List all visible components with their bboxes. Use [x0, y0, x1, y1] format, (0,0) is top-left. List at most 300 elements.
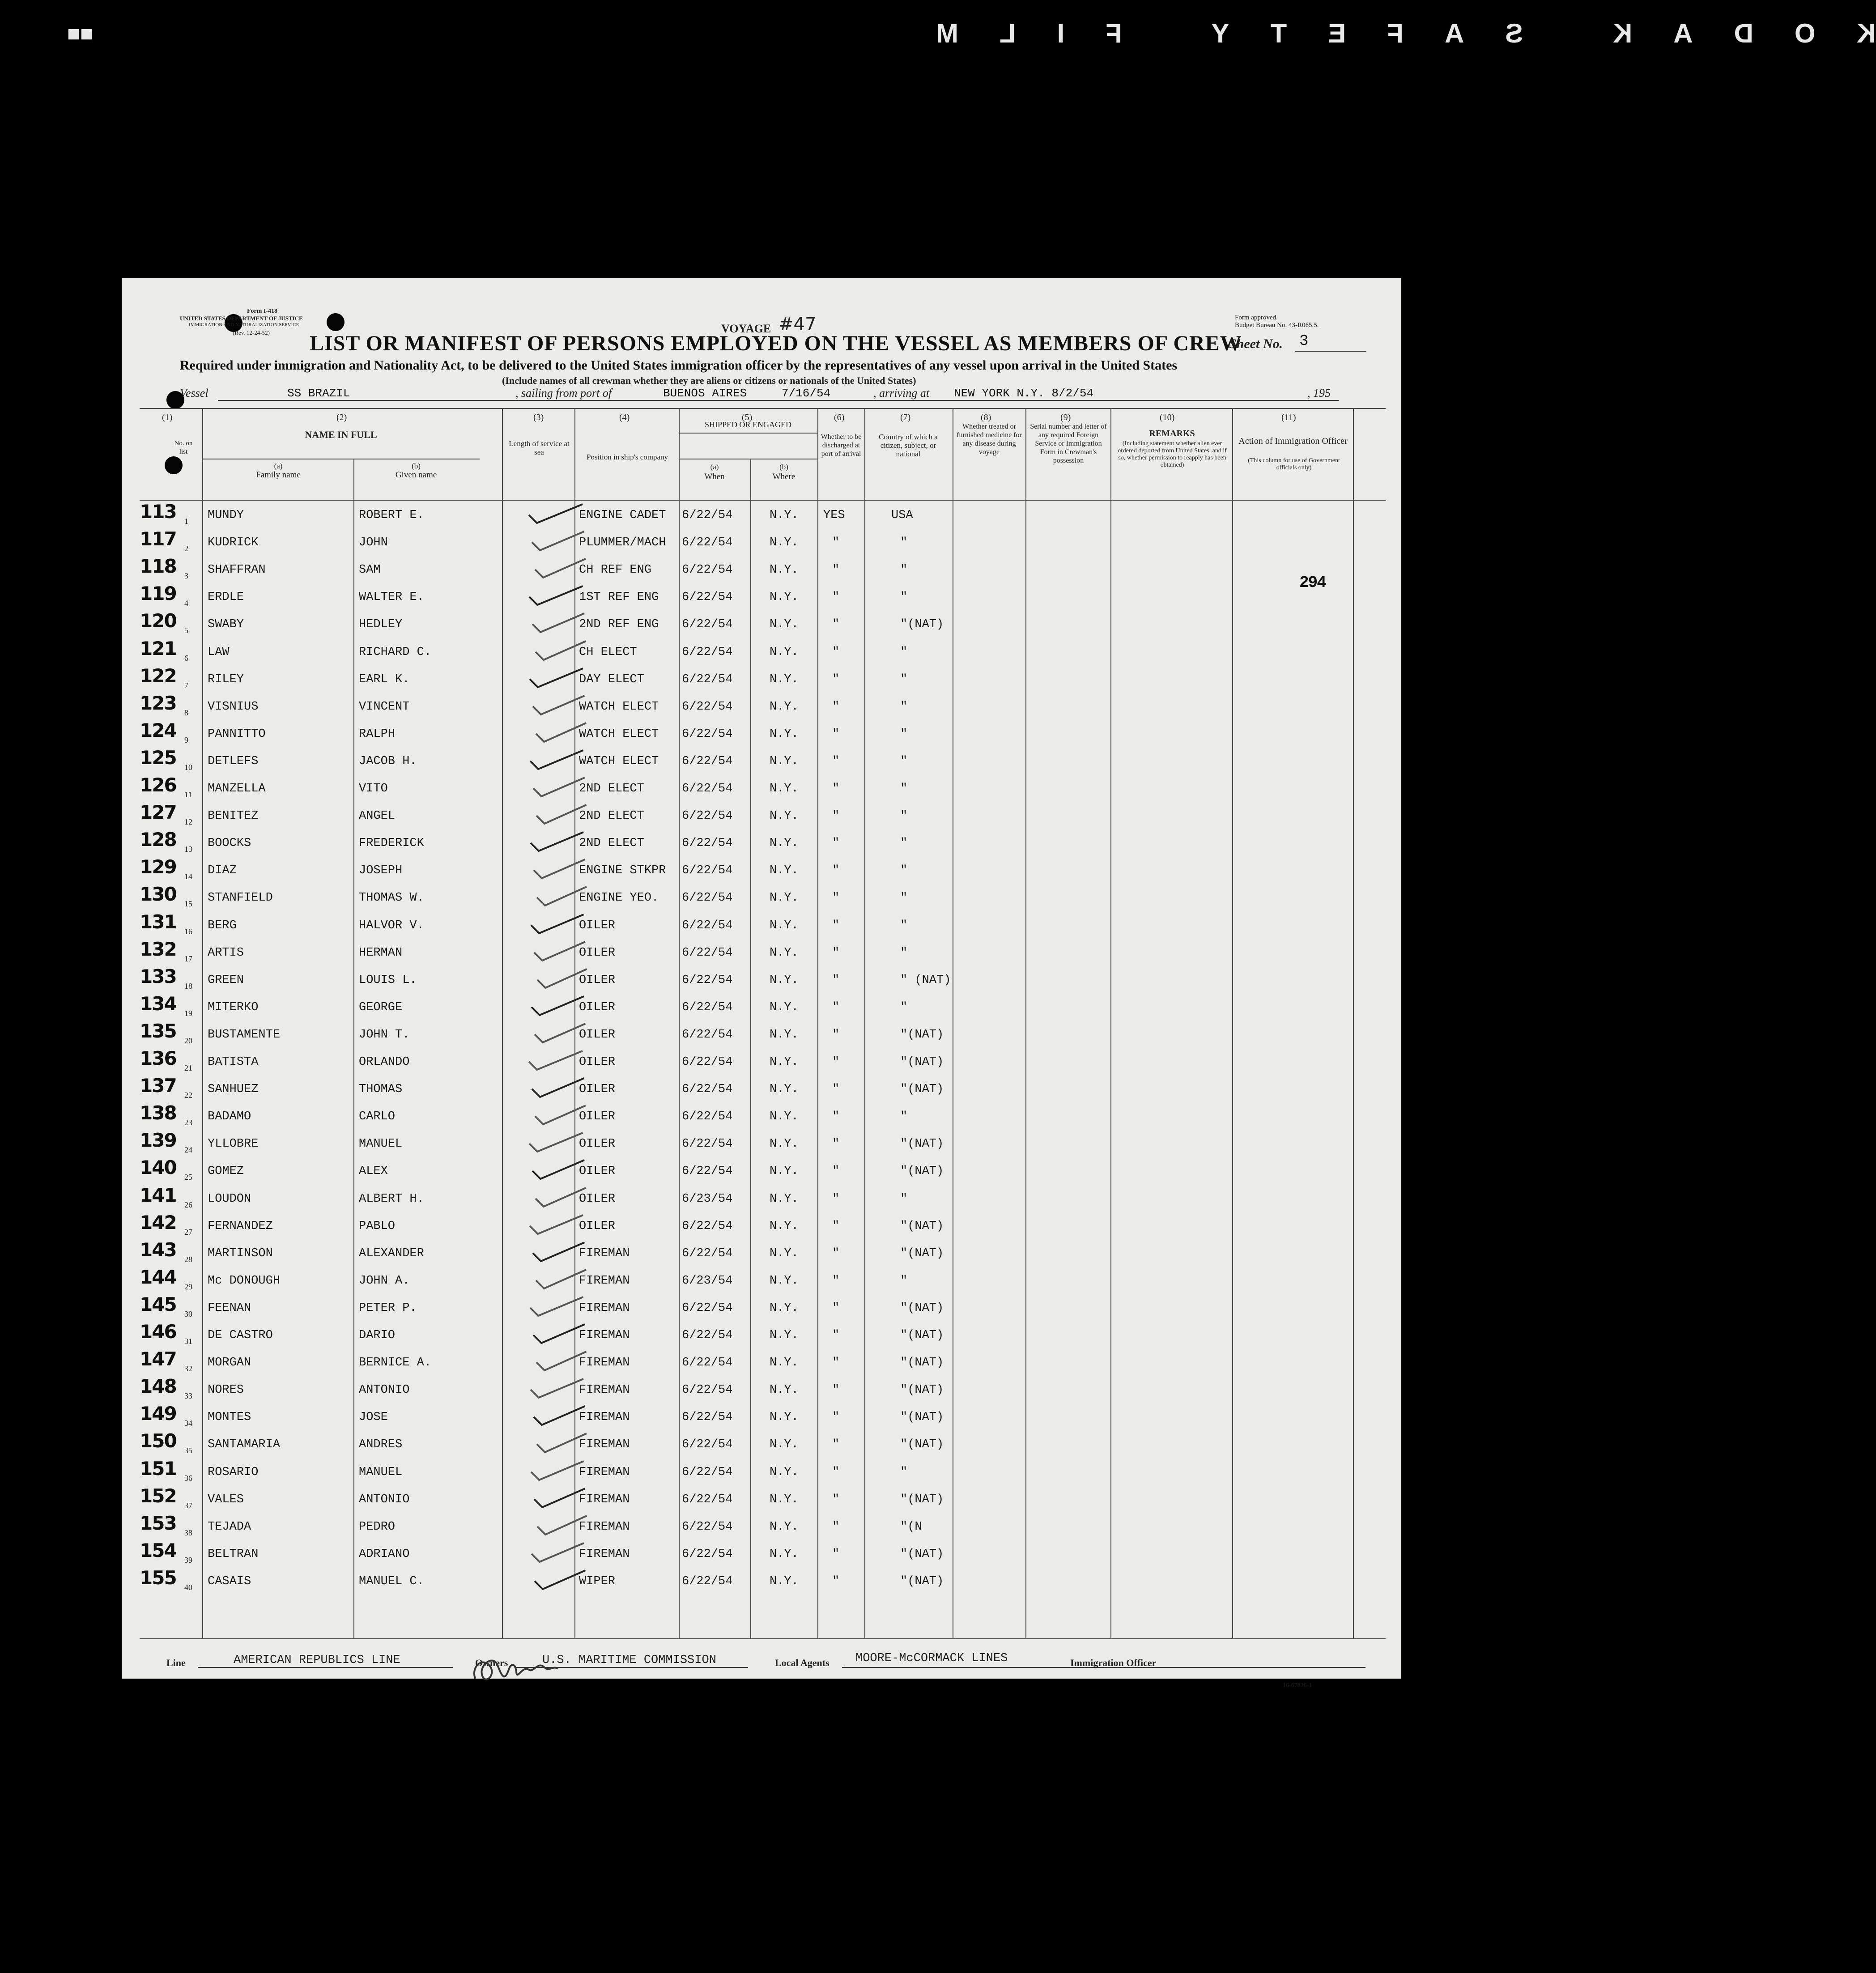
given-name: ADRIANO — [359, 1547, 410, 1561]
arriving-label: , arriving at — [873, 387, 929, 400]
given-name: MANUEL — [359, 1137, 403, 1151]
engaged-place: N.Y. — [770, 509, 799, 522]
given-name: MANUEL C. — [359, 1574, 424, 1588]
line-number: 36 — [184, 1473, 192, 1483]
country: " — [900, 1274, 908, 1288]
line-number: 4 — [184, 599, 188, 608]
line-number: 18 — [184, 981, 192, 991]
col-7-number: (7) — [900, 412, 911, 422]
country: "(NAT) — [900, 1219, 944, 1233]
discharged: " — [832, 1000, 840, 1014]
engaged-date: 6/22/54 — [682, 837, 733, 850]
discharged: " — [832, 918, 840, 932]
engaged-place: N.Y. — [770, 1000, 799, 1014]
position: WIPER — [579, 1574, 616, 1588]
line-number: 23 — [184, 1118, 192, 1127]
engaged-date: 6/22/54 — [682, 1083, 733, 1097]
engaged-place: N.Y. — [770, 700, 799, 714]
checkmark-icon — [515, 693, 605, 719]
given-name: HERMAN — [359, 946, 403, 960]
crew-row — [122, 855, 1401, 882]
line-number: 12 — [184, 817, 192, 827]
footer-line-underline — [198, 1667, 453, 1668]
handwritten-number: 150 — [140, 1430, 176, 1452]
checkmark-icon — [515, 884, 605, 910]
engaged-date: 6/22/54 — [682, 809, 733, 823]
position: FIREMAN — [579, 1274, 630, 1288]
arrival-port-date: NEW YORK N.Y. 8/2/54 — [954, 387, 1094, 400]
engaged-date: 6/22/54 — [682, 1137, 733, 1151]
discharged: " — [832, 1356, 840, 1370]
given-name: JACOB H. — [359, 754, 417, 768]
sheet-number: 3 — [1299, 333, 1309, 350]
discharged: " — [832, 1192, 840, 1206]
position: FIREMAN — [579, 1438, 630, 1452]
col-length-of-service: Length of service at sea — [509, 439, 570, 456]
family-name: SWABY — [208, 618, 244, 632]
position: CH ELECT — [579, 645, 637, 659]
line-number: 22 — [184, 1091, 192, 1100]
checkmark-icon — [515, 529, 605, 555]
subtitle: Required under immigration and Nationality Act, to be delivered to the United States immigration officer by the representatives of any vessel upon arrival in the United States — [180, 358, 1178, 373]
col-serial: Serial number and letter of any required Foreign Service or Immigration Form in Crewman's possession — [1030, 423, 1107, 464]
crew-row — [122, 965, 1401, 992]
checkmark-icon — [515, 1157, 605, 1183]
line-number: 10 — [184, 762, 192, 772]
position: FIREMAN — [579, 1465, 630, 1479]
handwritten-number: 130 — [140, 883, 176, 906]
engaged-date: 6/22/54 — [682, 509, 733, 522]
position: OILER — [579, 1028, 616, 1042]
country: " — [900, 563, 908, 577]
country: " — [900, 782, 908, 795]
checkmark-icon — [515, 939, 605, 965]
manifest-title: LIST OR MANIFEST OF PERSONS EMPLOYED ON THE VESSEL AS MEMBERS OF CREW — [310, 332, 1242, 355]
engaged-date: 6/22/54 — [682, 1055, 733, 1069]
family-name: CASAIS — [208, 1574, 251, 1588]
country: "(NAT) — [900, 1137, 944, 1151]
position: FIREMAN — [579, 1520, 630, 1534]
discharged: " — [832, 837, 840, 850]
department: UNITED STATES DEPARTMENT OF JUSTICE — [180, 315, 303, 322]
engaged-date: 6/23/54 — [682, 1274, 733, 1288]
discharged: " — [832, 700, 840, 714]
port-of-departure: BUENOS AIRES — [663, 387, 747, 400]
discharged: " — [832, 727, 840, 741]
checkmark-icon — [515, 1322, 605, 1348]
engaged-place: N.Y. — [770, 1028, 799, 1042]
family-name: VISNIUS — [208, 700, 259, 714]
crew-row — [122, 637, 1401, 664]
subnote: (Include names of all crewman whether they are aliens or citizens or nationals of the United States) — [502, 375, 916, 386]
budget-bureau: Budget Bureau No. 43-R065.5. — [1235, 322, 1319, 329]
handwritten-number: 142 — [140, 1211, 176, 1233]
checkmark-icon — [515, 1021, 605, 1047]
engaged-place: N.Y. — [770, 782, 799, 795]
discharged: " — [832, 1520, 840, 1534]
engaged-place: N.Y. — [770, 1055, 799, 1069]
annotation-294: 294 — [1299, 574, 1326, 592]
country: " — [900, 672, 908, 686]
discharged: " — [832, 1493, 840, 1506]
discharged: " — [832, 672, 840, 686]
handwritten-number: 144 — [140, 1266, 176, 1288]
checkmark-icon — [515, 1267, 605, 1293]
given-name: SAM — [359, 563, 381, 577]
footer-agents-label: Local Agents — [775, 1657, 830, 1668]
checkmark-icon — [515, 1458, 605, 1484]
engaged-place: N.Y. — [770, 1383, 799, 1397]
engaged-place: N.Y. — [770, 1411, 799, 1424]
given-name: HEDLEY — [359, 618, 403, 632]
position: FIREMAN — [579, 1356, 630, 1370]
handwritten-number: 134 — [140, 992, 176, 1015]
engaged-date: 6/22/54 — [682, 1329, 733, 1342]
position: FIREMAN — [579, 1246, 630, 1260]
position: 2ND REF ENG — [579, 618, 659, 632]
given-name: JOHN — [359, 536, 388, 550]
country: "(NAT) — [900, 1493, 944, 1506]
col-1-number: (1) — [162, 412, 173, 422]
family-name: YLLOBRE — [208, 1137, 259, 1151]
position: ENGINE STKPR — [579, 864, 666, 878]
col-where: Where — [772, 472, 795, 481]
given-name: ALEX — [359, 1165, 388, 1178]
engaged-place: N.Y. — [770, 672, 799, 686]
engaged-place: N.Y. — [770, 1574, 799, 1588]
handwritten-number: 122 — [140, 664, 176, 687]
family-name: FERNANDEZ — [208, 1219, 273, 1233]
crew-row — [122, 1211, 1401, 1238]
family-name: MARTINSON — [208, 1246, 273, 1260]
country: " — [900, 727, 908, 741]
form-approved: Form approved. — [1235, 314, 1278, 321]
handwritten-number: 125 — [140, 746, 176, 769]
punch-hole — [165, 456, 183, 474]
given-name: ANTONIO — [359, 1493, 410, 1506]
engaged-place: N.Y. — [770, 1493, 799, 1506]
given-name: BERNICE A. — [359, 1356, 432, 1370]
checkmark-icon — [515, 638, 605, 664]
family-name: MONTES — [208, 1411, 251, 1424]
col-8-number: (8) — [981, 412, 991, 422]
discharged: " — [832, 1329, 840, 1342]
col-disease: Whether treated or furnished medicine for any disease during voyage — [957, 423, 1022, 456]
crew-row — [122, 500, 1401, 527]
discharged: " — [832, 809, 840, 823]
given-name: RICHARD C. — [359, 645, 432, 659]
handwritten-number: 153 — [140, 1512, 176, 1534]
crew-row — [122, 1019, 1401, 1046]
engaged-place: N.Y. — [770, 1301, 799, 1315]
given-name: PETER P. — [359, 1301, 417, 1315]
position: OILER — [579, 1083, 616, 1097]
handwritten-number: 129 — [140, 856, 176, 878]
engaged-date: 6/22/54 — [682, 1574, 733, 1588]
family-name: TEJADA — [208, 1520, 251, 1534]
crew-row — [122, 1293, 1401, 1320]
engaged-date: 6/22/54 — [682, 1547, 733, 1561]
checkmark-icon — [515, 1185, 605, 1211]
position: FIREMAN — [579, 1493, 630, 1506]
checkmark-icon — [515, 1130, 605, 1156]
line-number: 25 — [184, 1173, 192, 1182]
engaged-date: 6/22/54 — [682, 1165, 733, 1178]
col-10-number: (10) — [1160, 412, 1175, 422]
given-name: PEDRO — [359, 1520, 396, 1534]
col-country: Country of which a citizen, subject, or national — [879, 433, 938, 458]
engaged-place: N.Y. — [770, 1547, 799, 1561]
family-name: ROSARIO — [208, 1465, 259, 1479]
service: IMMIGRATION AND NATURALIZATION SERVICE — [189, 322, 299, 327]
engaged-place: N.Y. — [770, 946, 799, 960]
country: " — [900, 1000, 908, 1014]
handwritten-number: 126 — [140, 774, 176, 796]
country: "(NAT) — [900, 1383, 944, 1397]
footer-line-label: Line — [166, 1657, 186, 1668]
engaged-place: N.Y. — [770, 891, 799, 905]
engaged-place: N.Y. — [770, 1083, 799, 1097]
engaged-date: 6/22/54 — [682, 618, 733, 632]
discharged: " — [832, 1110, 840, 1124]
position: 1ST REF ENG — [579, 591, 659, 604]
line-number: 13 — [184, 845, 192, 854]
country: " (NAT) — [900, 973, 951, 987]
crew-row — [122, 828, 1401, 855]
position: 2ND ELECT — [579, 837, 644, 850]
line-number: 1 — [184, 517, 188, 526]
position: FIREMAN — [579, 1547, 630, 1561]
checkmark-icon — [515, 1103, 605, 1129]
discharged: " — [832, 1465, 840, 1479]
family-name: DE CASTRO — [208, 1329, 273, 1342]
col-where-b: (b) — [779, 463, 788, 471]
country: "(NAT) — [900, 1165, 944, 1178]
handwritten-number: 149 — [140, 1403, 176, 1425]
engaged-date: 6/22/54 — [682, 1000, 733, 1014]
discharged: " — [832, 591, 840, 604]
family-name: FEENAN — [208, 1301, 251, 1315]
crew-row — [122, 992, 1401, 1019]
family-name: KUDRICK — [208, 536, 259, 550]
given-name: DARIO — [359, 1329, 396, 1342]
engaged-place: N.Y. — [770, 973, 799, 987]
given-name: ALBERT H. — [359, 1192, 424, 1206]
family-name: STANFIELD — [208, 891, 273, 905]
line-number: 11 — [184, 790, 192, 799]
handwritten-number: 141 — [140, 1184, 176, 1206]
position: DAY ELECT — [579, 672, 644, 686]
given-name: RALPH — [359, 727, 396, 741]
line-number: 3 — [184, 571, 188, 581]
position: OILER — [579, 1000, 616, 1014]
line-number: 16 — [184, 927, 192, 936]
country: "(NAT) — [900, 1574, 944, 1588]
checkmark-icon — [515, 720, 605, 746]
engaged-place: N.Y. — [770, 1110, 799, 1124]
form-number: Form I-418 — [247, 308, 278, 315]
position: FIREMAN — [579, 1383, 630, 1397]
engaged-date: 6/22/54 — [682, 672, 733, 686]
engaged-date: 6/22/54 — [682, 946, 733, 960]
col-name-in-full: NAME IN FULL — [305, 429, 377, 440]
col-shipped-engaged: SHIPPED OR ENGAGED — [704, 420, 791, 429]
crew-row — [122, 1183, 1401, 1211]
handwritten-number: 145 — [140, 1293, 176, 1315]
engaged-date: 6/22/54 — [682, 536, 733, 550]
engaged-date: 6/22/54 — [682, 754, 733, 768]
crew-row — [122, 1156, 1401, 1183]
given-name: ANGEL — [359, 809, 396, 823]
family-name: SANHUEZ — [208, 1083, 259, 1097]
checkmark-icon — [515, 966, 605, 992]
line-number: 8 — [184, 708, 188, 717]
family-name: MITERKO — [208, 1000, 259, 1014]
crew-row — [122, 882, 1401, 910]
col-when-a: (a) — [710, 463, 719, 471]
col-when: When — [704, 472, 725, 481]
film-sprocket-marks: ■■ — [67, 22, 93, 46]
line-number: 33 — [184, 1391, 192, 1401]
engaged-date: 6/22/54 — [682, 1438, 733, 1452]
handwritten-number: 148 — [140, 1375, 176, 1398]
checkmark-icon — [515, 1568, 605, 1594]
engaged-place: N.Y. — [770, 1465, 799, 1479]
family-name: BERG — [208, 918, 237, 932]
crew-row — [122, 1429, 1401, 1456]
discharged: " — [832, 1083, 840, 1097]
discharged: " — [832, 1028, 840, 1042]
crew-row — [122, 1265, 1401, 1293]
given-name: PABLO — [359, 1219, 396, 1233]
handwritten-number: 138 — [140, 1102, 176, 1124]
family-name: PANNITTO — [208, 727, 266, 741]
family-name: Mc DONOUGH — [208, 1274, 281, 1288]
position: OILER — [579, 1165, 616, 1178]
engaged-place: N.Y. — [770, 645, 799, 659]
line-number: 37 — [184, 1501, 192, 1510]
crew-row — [122, 1128, 1401, 1156]
crew-row — [122, 719, 1401, 746]
engaged-place: N.Y. — [770, 618, 799, 632]
given-name: JOHN T. — [359, 1028, 410, 1042]
vessel-name: SS BRAZIL — [287, 387, 350, 400]
engaged-place: N.Y. — [770, 1438, 799, 1452]
col-no-on-list: No. on list — [174, 440, 193, 455]
line-number: 28 — [184, 1254, 192, 1264]
family-name: BADAMO — [208, 1110, 251, 1124]
sheet-label: Sheet No. — [1229, 336, 1283, 351]
engaged-date: 6/22/54 — [682, 973, 733, 987]
family-name: VALES — [208, 1493, 244, 1506]
engaged-date: 6/22/54 — [682, 1356, 733, 1370]
print-code: 16-67826-1 — [1283, 1682, 1312, 1689]
voyage-label: VOYAGE — [721, 322, 771, 335]
checkmark-icon — [515, 666, 605, 692]
crew-row — [122, 1320, 1401, 1347]
country: "(NAT) — [900, 1547, 944, 1561]
line-number: 27 — [184, 1227, 192, 1237]
line-number: 21 — [184, 1063, 192, 1072]
engaged-place: N.Y. — [770, 563, 799, 577]
position: FIREMAN — [579, 1329, 630, 1342]
line-number: 14 — [184, 872, 192, 881]
family-name: DETLEFS — [208, 754, 259, 768]
footer-line-value: AMERICAN REPUBLICS LINE — [234, 1654, 400, 1667]
country: " — [900, 837, 908, 850]
engaged-date: 6/22/54 — [682, 1246, 733, 1260]
line-number: 17 — [184, 954, 192, 963]
line-number: 15 — [184, 899, 192, 909]
discharged: YES — [823, 509, 845, 522]
discharged: " — [832, 1055, 840, 1069]
checkmark-icon — [515, 1431, 605, 1457]
given-name: VITO — [359, 782, 388, 795]
col-3-number: (3) — [533, 412, 544, 422]
handwritten-number: 131 — [140, 910, 176, 933]
checkmark-icon — [515, 1294, 605, 1320]
country: "(NAT) — [900, 1356, 944, 1370]
engaged-date: 6/22/54 — [682, 864, 733, 878]
crew-row — [122, 1074, 1401, 1101]
checkmark-icon — [515, 1540, 605, 1566]
handwritten-number: 137 — [140, 1075, 176, 1097]
discharged: " — [832, 864, 840, 878]
handwritten-number: 154 — [140, 1539, 176, 1561]
country: " — [900, 645, 908, 659]
year-label: , 195 — [1307, 387, 1331, 400]
crew-row — [122, 910, 1401, 937]
crew-row — [122, 1511, 1401, 1539]
discharged: " — [832, 946, 840, 960]
crew-row — [122, 746, 1401, 773]
discharged: " — [832, 1246, 840, 1260]
position: OILER — [579, 1110, 616, 1124]
handwritten-number: 143 — [140, 1238, 176, 1261]
discharged: " — [832, 891, 840, 905]
family-name: LOUDON — [208, 1192, 251, 1206]
handwritten-number: 123 — [140, 692, 176, 714]
family-name: SANTAMARIA — [208, 1438, 281, 1452]
discharged: " — [832, 1219, 840, 1233]
position: 2ND ELECT — [579, 782, 644, 795]
col-position: Position in ship's company — [586, 453, 668, 461]
discharged: " — [832, 536, 840, 550]
vessel-label: Vessel — [180, 387, 208, 400]
sheet-underline — [1295, 351, 1366, 352]
country: "(NAT) — [900, 1083, 944, 1097]
checkmark-icon — [515, 1376, 605, 1402]
crew-row — [122, 664, 1401, 691]
col-4-number: (4) — [619, 412, 630, 422]
given-name: ORLANDO — [359, 1055, 410, 1069]
line-number: 19 — [184, 1008, 192, 1018]
family-name: BELTRAN — [208, 1547, 259, 1561]
family-name: BOOCKS — [208, 837, 251, 850]
country: " — [900, 918, 908, 932]
line-number: 5 — [184, 626, 188, 635]
handwritten-number: 140 — [140, 1157, 176, 1179]
handwritten-number: 146 — [140, 1321, 176, 1343]
country: "(NAT) — [900, 1246, 944, 1260]
country: "(NAT) — [900, 1438, 944, 1452]
given-name: JOSEPH — [359, 864, 403, 878]
handwritten-number: 113 — [140, 501, 176, 523]
film-edge — [0, 0, 1876, 58]
given-name: FREDERICK — [359, 837, 424, 850]
family-name: ARTIS — [208, 946, 244, 960]
discharged: " — [832, 754, 840, 768]
